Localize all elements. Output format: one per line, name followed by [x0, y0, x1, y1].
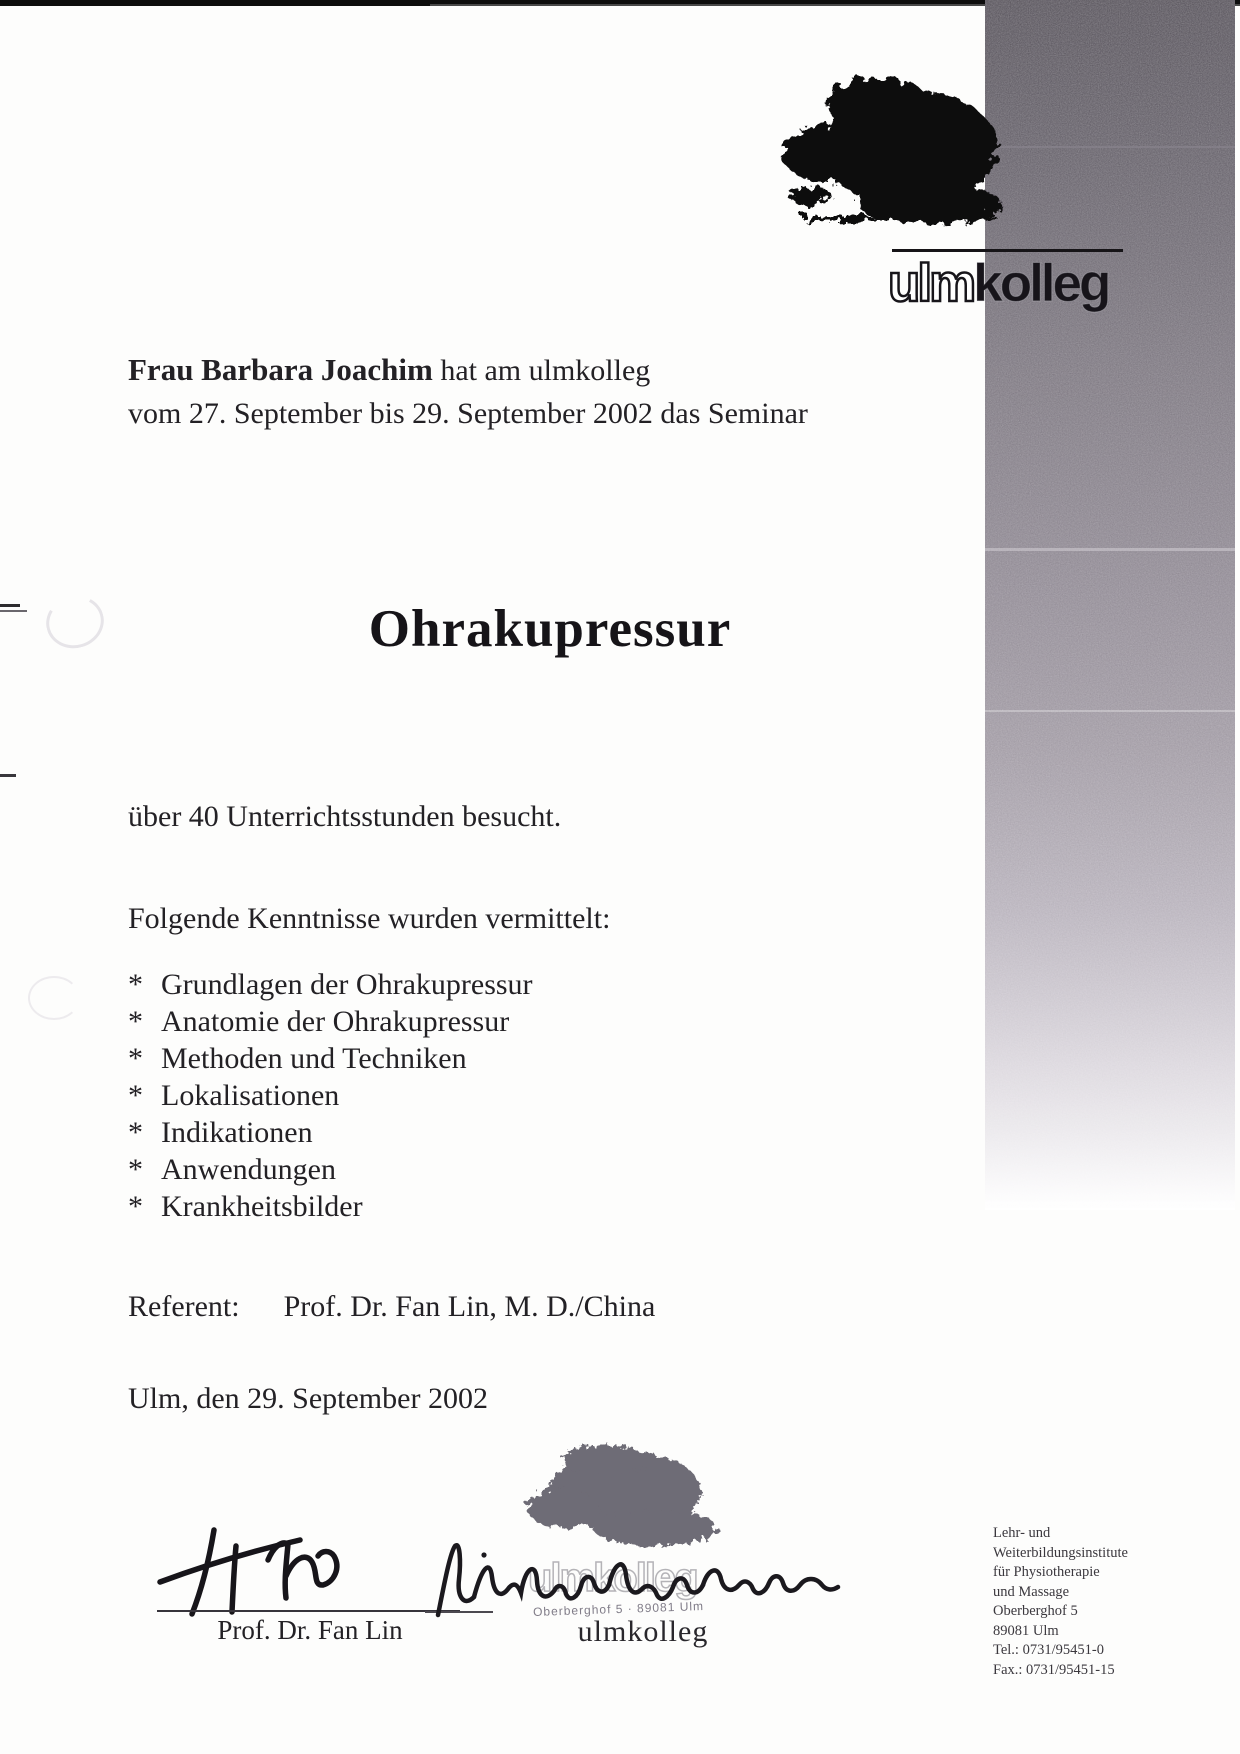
- address-line: 89081 Ulm: [993, 1622, 1059, 1639]
- list-item: [128, 1040, 533, 1077]
- referent-line: [128, 1290, 655, 1324]
- fan-lin-handwritten-signature: [148, 1524, 368, 1619]
- recipient-line-rest: hat am ulmkolleg: [432, 354, 651, 387]
- signer-name-left: Prof. Dr. Fan Lin: [217, 1615, 403, 1645]
- recipient-line: [128, 352, 650, 388]
- seminar-date-line: vom 27. September bis 29. September 2002 das Seminar: [128, 397, 808, 430]
- logo-underline-rule: [892, 249, 1123, 252]
- bullet-asterisk: *: [128, 1079, 143, 1112]
- list-item: [128, 1003, 533, 1040]
- list-item: [128, 1077, 533, 1114]
- address-line: Weiterbildungsinstitute: [993, 1544, 1128, 1561]
- list-item: [128, 966, 533, 1003]
- address-line: Fax.: 0731/95451-15: [993, 1661, 1115, 1678]
- address-line: und Massage: [993, 1583, 1070, 1600]
- seminar-title: Ohrakupressur: [368, 600, 732, 658]
- left-edge-mark-lower: [0, 774, 16, 777]
- signature-line-left: [157, 1610, 460, 1612]
- ulmkolleg-logo: [888, 254, 1109, 313]
- logo-part-ulm: ulm: [888, 254, 974, 313]
- address-line: für Physiotherapie: [993, 1564, 1100, 1580]
- list-item: [128, 1151, 533, 1188]
- skill-text: Methoden und Techniken: [161, 1042, 467, 1075]
- skill-text: Anwendungen: [161, 1153, 336, 1186]
- address-line: Oberberghof 5: [993, 1603, 1078, 1619]
- skill-text: Grundlagen der Ohrakupressur: [161, 968, 533, 1001]
- bullet-asterisk: *: [128, 1116, 143, 1149]
- referent-label: Referent:: [128, 1290, 240, 1323]
- stamp-logo-outline: ulmkolleg: [528, 1556, 697, 1600]
- bullet-asterisk: *: [128, 1042, 143, 1075]
- place-date-line: Ulm, den 29. September 2002: [128, 1382, 488, 1415]
- logo-tree-illustration: [770, 56, 1030, 256]
- logo-part-kolleg: kolleg: [973, 254, 1109, 313]
- bullet-asterisk: *: [128, 1153, 143, 1186]
- skill-text: Krankheitsbilder: [161, 1190, 363, 1223]
- skill-text: Lokalisationen: [161, 1079, 340, 1112]
- bullet-asterisk: *: [128, 1190, 143, 1223]
- address-line: Lehr- und: [993, 1525, 1051, 1541]
- recipient-name: Frau Barbara Joachim: [128, 352, 433, 387]
- skills-intro-line: Folgende Kenntnisse wurden vermittelt:: [128, 902, 611, 935]
- hours-line: über 40 Unterrichtsstunden besucht.: [128, 800, 562, 833]
- list-item: [128, 1114, 533, 1151]
- bullet-asterisk: *: [128, 1005, 143, 1038]
- stamp-address-text: Oberberghof 5 · 89081 Ulm: [532, 1599, 705, 1619]
- skill-text: Indikationen: [161, 1116, 313, 1149]
- institute-address-block: [993, 1524, 1128, 1680]
- referent-name: Prof. Dr. Fan Lin, M. D./China: [283, 1290, 656, 1323]
- skills-list: [128, 966, 533, 1225]
- signer-name-center: ulmkolleg: [577, 1615, 709, 1648]
- bullet-asterisk: *: [128, 968, 143, 1001]
- address-line: Tel.: 0731/95451-0: [993, 1642, 1104, 1658]
- list-item: [128, 1188, 533, 1225]
- skill-text: Anatomie der Ohrakupressur: [161, 1005, 510, 1038]
- hole-punch-artifact: [28, 976, 80, 1020]
